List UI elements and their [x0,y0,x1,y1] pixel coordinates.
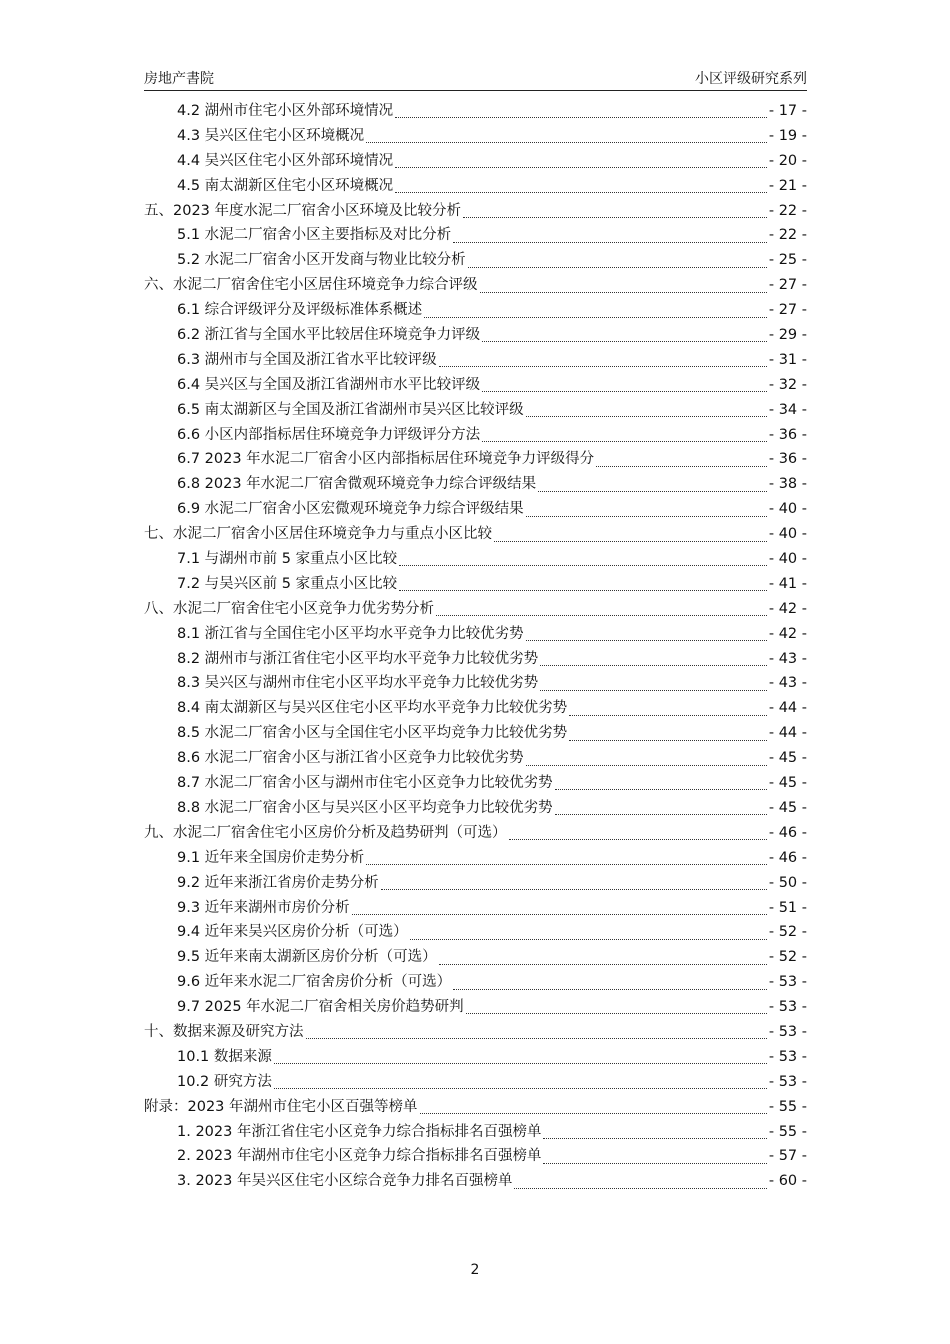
toc-entry-title: 七、水泥二厂宿舍小区居住环境竞争力与重点小区比较 [144,526,492,543]
toc-dot-leader [463,192,767,218]
toc-entry-page: - 36 - [768,426,807,443]
toc-dot-leader [480,267,767,293]
toc-entry-title: 8.2 湖州市与浙江省住宅小区平均水平竞争力比较优劣势 [177,650,539,667]
toc-entry-page: - 51 - [768,899,807,916]
toc-dot-leader [540,665,767,691]
toc-entry-page: - 19 - [768,127,807,144]
toc-entry-title: 十、数据来源及研究方法 [144,1023,304,1040]
toc-dot-leader [453,217,767,243]
toc-entry-title: 9.1 近年来全国房价走势分析 [177,849,365,866]
toc-dot-leader [482,317,767,343]
toc-entry-title: 3. 2023 年吴兴区住宅小区综合竞争力排名百强榜单 [177,1173,513,1190]
toc-entry-page: - 21 - [768,177,807,194]
toc-dot-leader [526,491,767,517]
table-of-contents [144,99,807,1194]
toc-entry-page: - 40 - [768,551,807,568]
toc-dot-leader [395,93,767,119]
toc-entry-page: - 55 - [768,1098,807,1115]
toc-entry-page: - 52 - [768,949,807,966]
toc-entry-page: - 53 - [768,1048,807,1065]
toc-entry-title: 5.2 水泥二厂宿舍小区开发商与物业比较分析 [177,252,466,269]
toc-entry-page: - 53 - [768,999,807,1016]
toc-dot-leader [482,416,767,442]
toc-entry-page: - 40 - [768,526,807,543]
toc-entry-title: 9.7 2025 年水泥二厂宿舍相关房价趋势研判 [177,999,464,1016]
toc-entry-page: - 46 - [768,849,807,866]
toc-dot-leader [538,466,767,492]
toc-entry-title: 8.8 水泥二厂宿舍小区与吴兴区小区平均竞争力比较优劣势 [177,799,553,816]
toc-entry-title: 4.4 吴兴区住宅小区外部环境情况 [177,152,394,169]
toc-entry-page: - 53 - [768,974,807,991]
toc-dot-leader [569,715,767,741]
toc-entry-page: - 55 - [768,1123,807,1140]
toc-entry-title: 6.1 综合评级评分及评级标准体系概述 [177,302,423,319]
toc-entry-title: 9.6 近年来水泥二厂宿舍房价分析（可选） [177,974,452,991]
toc-entry-title: 8.5 水泥二厂宿舍小区与全国住宅小区平均竞争力比较优劣势 [177,725,568,742]
toc-entry-title: 6.8 2023 年水泥二厂宿舍微观环境竞争力综合评级结果 [177,476,537,493]
toc-dot-leader [526,391,767,417]
toc-dot-leader [482,366,767,392]
toc-dot-leader [366,839,767,865]
toc-entry-title: 6.2 浙江省与全国水平比较居住环境竞争力评级 [177,327,481,344]
toc-entry-title: 8.1 浙江省与全国住宅小区平均水平竞争力比较优劣势 [177,625,524,642]
toc-dot-leader [453,964,767,990]
toc-entry-page: - 27 - [768,302,807,319]
toc-dot-leader [395,142,767,168]
toc-dot-leader [274,1038,767,1064]
toc-entry-page: - 57 - [768,1148,807,1165]
toc-dot-leader [439,341,767,367]
toc-entry-page: - 43 - [768,675,807,692]
toc-dot-leader [514,1163,766,1189]
toc-entry-title: 6.9 水泥二厂宿舍小区宏微观环境竞争力综合评级结果 [177,501,524,518]
toc-dot-leader [366,117,767,143]
toc-entry-page: - 29 - [768,327,807,344]
toc-entry-title: 八、水泥二厂宿舍住宅小区竞争力优劣势分析 [144,600,434,617]
toc-entry-page: - 50 - [768,874,807,891]
toc-section-entry[interactable] [144,1169,807,1194]
toc-entry-title: 10.1 数据来源 [177,1048,272,1065]
toc-entry-page: - 42 - [768,625,807,642]
toc-dot-leader [274,1063,767,1089]
toc-entry-title: 8.3 吴兴区与湖州市住宅小区平均水平竞争力比较优劣势 [177,675,539,692]
toc-dot-leader [555,789,767,815]
toc-entry-page: - 36 - [768,451,807,468]
toc-entry-page: - 27 - [768,277,807,294]
toc-entry-page: - 25 - [768,252,807,269]
page-header [144,66,807,91]
toc-entry-title: 4.2 湖州市住宅小区外部环境情况 [177,103,394,119]
toc-entry-title: 附录：2023 年湖州市住宅小区百强等榜单 [144,1098,418,1115]
toc-entry-page: - 45 - [768,799,807,816]
toc-entry-page: - 34 - [768,401,807,418]
toc-dot-leader [543,1138,766,1164]
toc-entry-page: - 31 - [768,351,807,368]
toc-entry-title: 6.3 湖州市与全国及浙江省水平比较评级 [177,351,437,368]
toc-entry-page: - 22 - [768,202,807,219]
toc-entry-title: 九、水泥二厂宿舍住宅小区房价分析及趋势研判（可选） [144,824,507,841]
toc-dot-leader [555,765,767,791]
toc-dot-leader [399,541,767,567]
toc-dot-leader [494,516,767,542]
toc-entry-title: 6.6 小区内部指标居住环境竞争力评级评分方法 [177,426,481,443]
toc-dot-leader [468,242,767,268]
toc-entry-title: 8.7 水泥二厂宿舍小区与湖州市住宅小区竞争力比较优劣势 [177,775,553,792]
toc-dot-leader [540,640,767,666]
toc-dot-leader [352,889,767,915]
toc-dot-leader [395,167,767,193]
toc-entry-page: - 43 - [768,650,807,667]
toc-entry-title: 五、2023 年度水泥二厂宿舍小区环境及比较分析 [144,202,462,219]
toc-entry-title: 9.3 近年来湖州市房价分析 [177,899,350,916]
header-series: 小区评级研究系列 [695,71,807,87]
toc-dot-leader [569,690,767,716]
toc-entry-page: - 17 - [768,103,807,119]
toc-dot-leader [436,590,767,616]
toc-entry-page: - 60 - [768,1173,807,1190]
toc-dot-leader [509,814,767,840]
toc-dot-leader [399,565,767,591]
toc-dot-leader [306,1013,767,1039]
toc-dot-leader [420,1088,767,1114]
toc-entry-page: - 40 - [768,501,807,518]
toc-entry-title: 6.7 2023 年水泥二厂宿舍小区内部指标居住环境竞争力评级得分 [177,451,595,468]
page-number: 2 [470,1262,480,1278]
toc-dot-leader [466,989,767,1015]
toc-entry-page: - 41 - [768,575,807,592]
toc-entry-page: - 52 - [768,924,807,941]
toc-entry-title: 9.2 近年来浙江省房价走势分析 [177,874,379,891]
toc-entry-page: - 20 - [768,152,807,169]
toc-entry-title: 4.3 吴兴区住宅小区环境概况 [177,127,365,144]
toc-dot-leader [596,441,767,467]
toc-entry-title: 6.4 吴兴区与全国及浙江省湖州市水平比较评级 [177,376,481,393]
header-publisher: 房地产書院 [144,71,214,87]
toc-dot-leader [424,292,767,318]
toc-entry-title: 8.6 水泥二厂宿舍小区与浙江省小区竞争力比较优劣势 [177,750,524,767]
toc-entry-page: - 42 - [768,600,807,617]
toc-entry-title: 6.5 南太湖新区与全国及浙江省湖州市吴兴区比较评级 [177,401,524,418]
toc-entry-page: - 32 - [768,376,807,393]
toc-entry-title: 10.2 研究方法 [177,1073,272,1090]
toc-entry-page: - 46 - [768,824,807,841]
toc-entry-title: 8.4 南太湖新区与吴兴区住宅小区平均水平竞争力比较优劣势 [177,700,568,717]
toc-entry-page: - 22 - [768,227,807,244]
toc-entry-page: - 45 - [768,775,807,792]
toc-entry-title: 7.1 与湖州市前 5 家重点小区比较 [177,551,398,568]
toc-entry-title: 1. 2023 年浙江省住宅小区竞争力综合指标排名百强榜单 [177,1123,542,1140]
toc-entry-page: - 44 - [768,700,807,717]
toc-dot-leader [439,939,767,965]
toc-dot-leader [410,914,767,940]
toc-dot-leader [543,1113,766,1139]
toc-entry-title: 六、水泥二厂宿舍住宅小区居住环境竞争力综合评级 [144,277,478,294]
toc-entry-page: - 45 - [768,750,807,767]
toc-entry-page: - 44 - [768,725,807,742]
toc-dot-leader [526,740,767,766]
toc-entry-title: 5.1 水泥二厂宿舍小区主要指标及对比分析 [177,227,452,244]
toc-entry-title: 2. 2023 年湖州市住宅小区竞争力综合指标排名百强榜单 [177,1148,542,1165]
toc-entry-title: 9.5 近年来南太湖新区房价分析（可选） [177,949,437,966]
toc-entry-page: - 53 - [768,1023,807,1040]
toc-entry-title: 7.2 与吴兴区前 5 家重点小区比较 [177,575,398,592]
toc-dot-leader [381,864,767,890]
toc-entry-title: 4.5 南太湖新区住宅小区环境概况 [177,177,394,194]
toc-dot-leader [526,615,767,641]
toc-entry-title: 9.4 近年来吴兴区房价分析（可选） [177,924,408,941]
toc-entry-page: - 53 - [768,1073,807,1090]
toc-entry-page: - 38 - [768,476,807,493]
